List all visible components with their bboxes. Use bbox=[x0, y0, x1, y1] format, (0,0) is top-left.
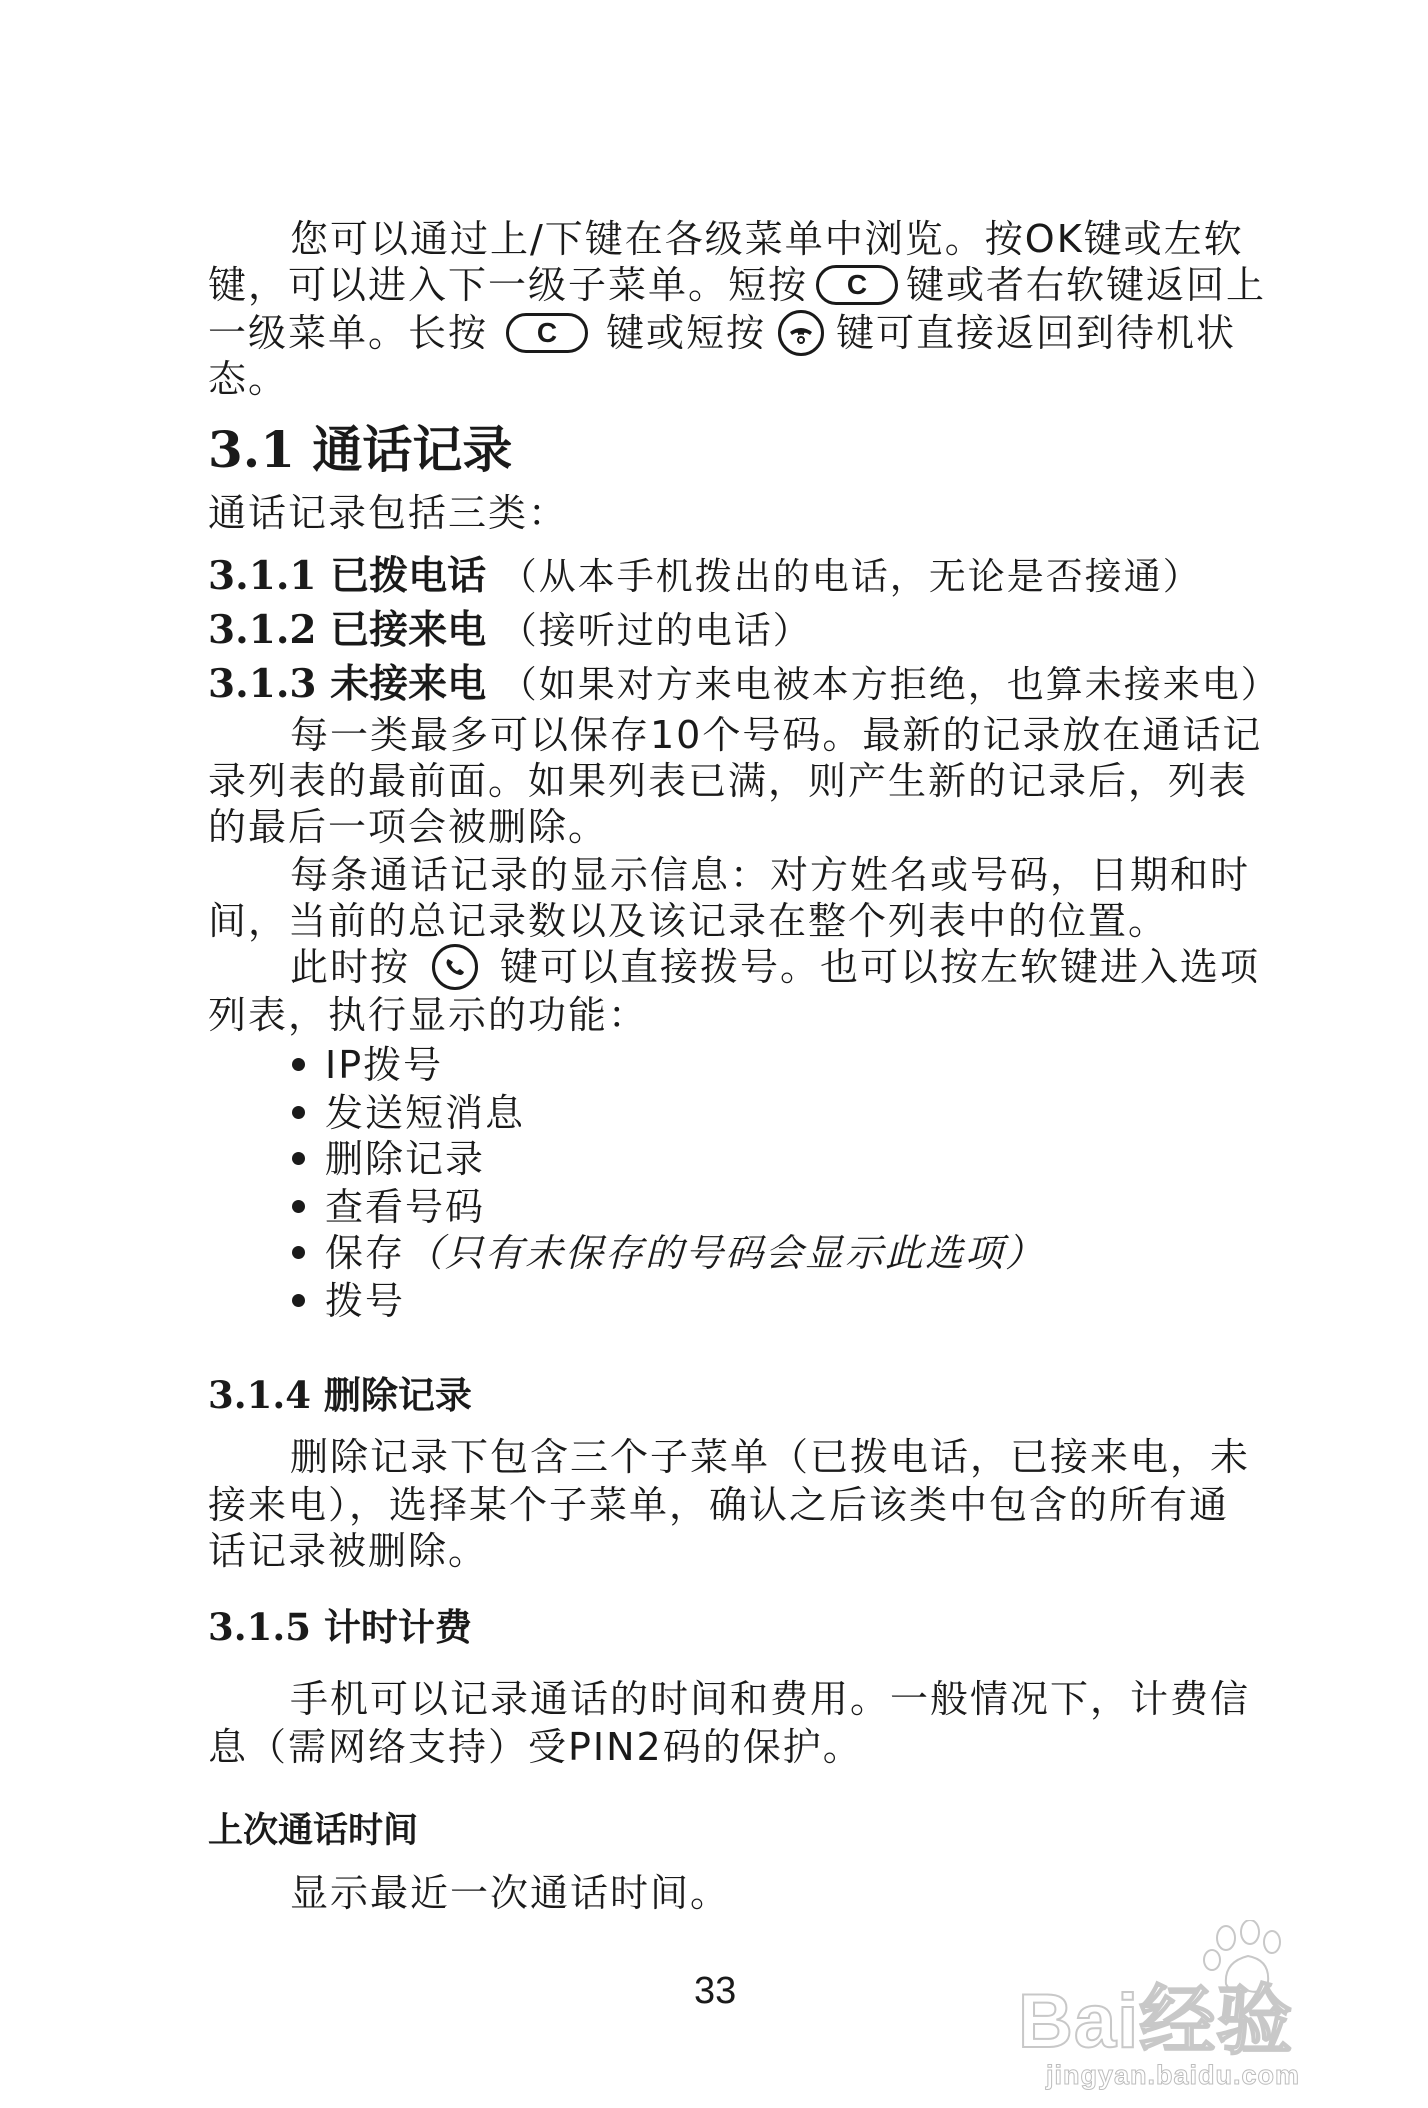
option-delete-record bbox=[292, 1136, 485, 1182]
records-p3-line-1 bbox=[290, 944, 1260, 993]
intro-line-4: 态。 bbox=[208, 357, 289, 401]
c-key-icon: C bbox=[816, 265, 898, 305]
intro-line-2-end: 键或者右软键返回上 bbox=[906, 263, 1267, 307]
subsection-3-1-3 bbox=[208, 660, 1280, 709]
option-label: 保存 bbox=[325, 1231, 406, 1275]
watermark-brand: Bai经验 bbox=[1018, 1979, 1294, 2064]
intro-line-2 bbox=[208, 262, 1266, 308]
records-p3-end: 键可以直接拨号。也可以按左软键进入选项 bbox=[500, 945, 1261, 989]
records-p3-start: 此时按 bbox=[290, 945, 411, 989]
records-p1-line-1: 每一类最多可以保存10个号码。最新的记录放在通话记 bbox=[290, 713, 1263, 757]
last-call-title: 上次通话时间 bbox=[208, 1810, 419, 1851]
option-label: 查看号码 bbox=[325, 1185, 486, 1229]
records-p3-line-2: 列表，执行显示的功能： bbox=[208, 993, 649, 1037]
option-view-number bbox=[292, 1184, 485, 1230]
billing-line-1: 手机可以记录通话的时间和费用。一般情况下，计费信 bbox=[290, 1677, 1251, 1721]
bullet-icon bbox=[292, 1246, 305, 1259]
bullet-icon bbox=[292, 1058, 305, 1071]
subsection-3-1-5-title: 3.1.5 计时计费 bbox=[208, 1605, 472, 1649]
subsection-3-1-3-note: （如果对方来电被本方拒绝，也算未接来电） bbox=[499, 663, 1280, 706]
intro-line-2-start: 键，可以进入下一级子菜单。短按 bbox=[208, 263, 809, 307]
delete-line-3: 话记录被删除。 bbox=[208, 1529, 489, 1573]
end-call-handset-icon bbox=[786, 318, 816, 348]
send-call-handset-icon bbox=[440, 952, 470, 982]
section-title: 3.1 通话记录 bbox=[208, 420, 513, 479]
option-label: 拨号 bbox=[325, 1279, 406, 1323]
option-label: IP拨号 bbox=[325, 1043, 444, 1087]
end-call-key-icon bbox=[778, 310, 824, 356]
billing-line-2: 息（需网络支持）受PIN2码的保护。 bbox=[208, 1725, 863, 1769]
intro-line-3-start: 一级菜单。长按 bbox=[208, 311, 489, 355]
bullet-icon bbox=[292, 1106, 305, 1119]
delete-line-2: 接来电），选择某个子菜单，确认之后该类中包含的所有通 bbox=[208, 1483, 1230, 1527]
subsection-3-1-2-title: 3.1.2 已接来电 bbox=[208, 607, 487, 653]
subsection-3-1-2 bbox=[208, 606, 812, 655]
last-call-text: 显示最近一次通话时间。 bbox=[290, 1871, 731, 1915]
option-save bbox=[292, 1230, 1045, 1276]
option-save-note: （只有未保存的号码会显示此选项） bbox=[405, 1231, 1046, 1275]
intro-line-1: 您可以通过上/下键在各级菜单中浏览。按OK键或左软 bbox=[290, 217, 1244, 261]
option-label: 发送短消息 bbox=[325, 1091, 526, 1135]
option-dial bbox=[292, 1278, 405, 1324]
subsection-3-1-2-note: （接听过的电话） bbox=[499, 609, 812, 652]
intro-line-3 bbox=[208, 310, 1236, 359]
bullet-icon bbox=[292, 1200, 305, 1213]
option-label: 删除记录 bbox=[325, 1137, 486, 1181]
records-p1-line-3: 的最后一项会被删除。 bbox=[208, 805, 609, 849]
subsection-3-1-4-title: 3.1.4 删除记录 bbox=[208, 1373, 472, 1417]
send-call-key-icon bbox=[432, 944, 478, 990]
option-send-sms bbox=[292, 1090, 525, 1136]
page-number: 33 bbox=[694, 1970, 737, 2012]
records-p2-line-2: 间，当前的总记录数以及该记录在整个列表中的位置。 bbox=[208, 899, 1169, 943]
intro-line-3-mid: 键或短按 bbox=[606, 311, 767, 355]
subsection-3-1-1 bbox=[208, 552, 1202, 601]
bullet-icon bbox=[292, 1294, 305, 1307]
subsection-3-1-3-title: 3.1.3 未接来电 bbox=[208, 661, 487, 707]
bullet-icon bbox=[292, 1152, 305, 1165]
delete-line-1: 删除记录下包含三个子菜单（已拨电话，已接来电，未 bbox=[290, 1435, 1251, 1479]
subsection-3-1-1-note: （从本手机拨出的电话，无论是否接通） bbox=[499, 555, 1202, 598]
subsection-3-1-1-title: 3.1.1 已拨电话 bbox=[208, 553, 487, 599]
option-ip-dial bbox=[292, 1042, 443, 1088]
c-key-icon: C bbox=[506, 313, 588, 353]
records-p2-line-1: 每条通话记录的显示信息：对方姓名或号码，日期和时 bbox=[290, 853, 1251, 897]
intro-line-3-end: 键可直接返回到待机状 bbox=[836, 311, 1237, 355]
baidu-watermark bbox=[1010, 1920, 1400, 2090]
records-p1-line-2: 录列表的最前面。如果列表已满，则产生新的记录后，列表 bbox=[208, 759, 1249, 803]
watermark-url: jingyan.baidu.com bbox=[1046, 2060, 1301, 2090]
section-intro: 通话记录包括三类： bbox=[208, 491, 569, 535]
